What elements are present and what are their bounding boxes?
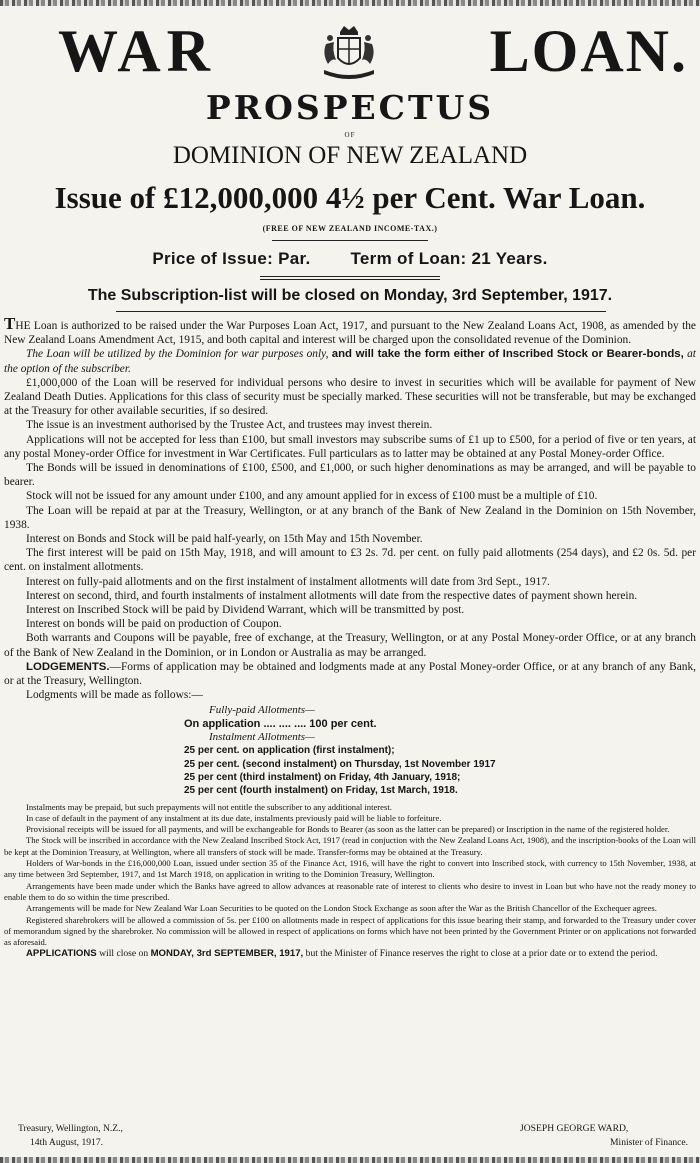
issue-date: 14th August, 1917.	[30, 1137, 104, 1148]
minister-name: JOSEPH GEORGE WARD,	[520, 1123, 629, 1134]
coat-of-arms-icon	[318, 24, 380, 84]
income-tax-note: (FREE OF NEW ZEALAND INCOME-TAX.)	[262, 224, 438, 233]
paragraph-italic: at the option of the subscriber.	[4, 348, 696, 375]
treasury-location: Treasury, Wellington, N.Z.,	[18, 1123, 123, 1134]
header	[0, 18, 700, 84]
applications-heading: APPLICATIONS	[26, 948, 97, 960]
divider	[260, 279, 440, 280]
applications-closing-paragraph	[4, 948, 696, 960]
instalment-row: 25 per cent (third instalment) on Friday, 4th January, 1918;	[184, 771, 461, 783]
fine-print-paragraph: Provisional receipts will be issued for all payments, and will be exchangeable for Bonds to Bearer (as soon as the latter can be prepared) or Inscription in the name of the registered holder.	[26, 824, 670, 835]
title-of: OF	[344, 131, 356, 139]
allotment-schedule	[4, 704, 696, 797]
paragraph: The Loan will be repaid at par at the Treasury, Wellington, or at any branch of the Bank of New Zealand in the Dominion on 15th November, 1938.	[4, 504, 696, 531]
paragraph	[4, 347, 696, 375]
paragraph: Interest on Bonds and Stock will be paid half-yearly, on 15th May and 15th November.	[26, 533, 423, 546]
subscription-closing-notice: The Subscription-list will be closed on Monday, 3rd September, 1917.	[87, 287, 613, 304]
header-war: WAR	[58, 18, 217, 84]
paragraph: The first interest will be paid on 15th May, 1918, and will amount to £3 2s. 7d. per cent. on fully paid allotments (254 days), and £2 0s. 5d. per cent. on instalment allotments.	[4, 547, 696, 574]
fine-print-paragraph: Instalments may be prepaid, but such prepayments will not entitle the subscriber to any additional interest.	[26, 801, 392, 812]
fine-print-paragraph: Registered sharebrokers will be allowed a commission of 5s. per £100 on allotments made in respect of applications for this issue bearing their stamp, and forwarded to the Treasury under cover of memorandum signed by the sharebroker. No commission will be allowed in respect of applications on forms which have not been printed by the Government Printer or on applications not forwarded as aforesaid.	[4, 914, 696, 948]
paragraph	[4, 660, 696, 688]
price-of-issue: Price of Issue: Par.	[152, 249, 311, 268]
price-term-line	[0, 249, 700, 269]
paragraph: Applications will not be accepted for less than £100, but small investors may subscribe sums of £1 up to £500, for a period of five or ten years, at any postal Money-order Office for investment in War Certificates. Full particulars as to latter may be obtained at any Postal Money-order Office.	[4, 433, 696, 460]
instalment-row: 25 per cent (fourth instalment) on Friday, 1st March, 1918.	[184, 785, 458, 797]
paragraph: Both warrants and Coupons will be payable, free of exchange, at the Treasury, Wellington, or at any Postal Money-order Office, or at any branch of the Bank of New Zealand in the Dominion, or in London or Australia as may be arranged.	[4, 632, 696, 659]
fine-print-paragraph: The Stock will be inscribed in accordance with the New Zealand Inscribed Stock Act, 1917 (read in conjuction with the New Zealand Loans Act, 1908), and the inscription-books of the Loan will be kept at the Dominion Treasury, at Wellington, where all transfers of stock will be made. Transfer-forms may be obtained at the Treasury.	[4, 835, 696, 857]
paragraph: Lodgments will be made as follows:—	[26, 689, 203, 702]
paragraph: £1,000,000 of the Loan will be reserved for individual persons who desire to invest in securities which will be available for payment of New Zealand Death Duties. Applications for this class of security must be specially marked. These securities will not be transferable, but may be exchanged at the Treasury for other available securities, if so desired.	[4, 376, 696, 418]
fine-print-paragraph: Arrangements will be made for New Zealand War Loan Securities to be quoted on the London Stock Exchange as soon after the War as the British Chancellor of the Exchequer agrees.	[26, 903, 657, 914]
dominion-title: DOMINION OF NEW ZEALAND	[172, 142, 528, 169]
paragraph: Interest on second, third, and fourth instalments of instalment allotments will date from the respective dates of payment shown herein.	[26, 589, 638, 602]
closing-date: MONDAY, 3rd SEPTEMBER, 1917,	[150, 948, 304, 960]
torn-edge-top	[0, 0, 700, 6]
lodgements-heading: LODGEMENTS.	[26, 660, 110, 673]
divider	[272, 240, 428, 241]
fine-print-paragraph: Holders of War-bonds in the £16,000,000 Loan, issued under section 35 of the Finance Act, 1916, will have the right to convert into Inscribed stock, with currency to 15th November, 1938, at any time between 3rd September, 1917, and 1st March 1918, on application in writing to the Dominion Treasury, Wellington.	[4, 858, 696, 880]
paragraph	[4, 314, 696, 347]
paragraph: Interest on bonds will be paid on production of Coupon.	[26, 618, 282, 631]
torn-edge-bottom	[0, 1157, 700, 1163]
paragraph-text: —Forms of application may be obtained and lodgments made at any Postal Money-order Office, or at any branch of any Bank, or at the Treasury, Wellington.	[4, 660, 696, 688]
instalment-row: 25 per cent. on application (first instalment);	[184, 745, 395, 757]
paragraph-text: but the Minister of Finance reserves the right to close at a prior date or to extend the period.	[305, 948, 658, 960]
prospectus-title: PROSPECTUS	[205, 88, 495, 127]
issue-title: Issue of £12,000,000 4½ per Cent. War Loan.	[54, 180, 646, 215]
header-loan: LOAN.	[489, 18, 688, 84]
on-application-row: On application .... .... .... 100 per cent.	[184, 717, 377, 730]
paragraph-text: HE Loan is authorized to be raised under the War Purposes Loan Act, 1917, and pursuant to the New Zealand Loans Act, 1908, as amended by the New Zealand Loans Amendment Act, 1915, and both capital and interest will be charged upon the consolidated revenue of the Dominion.	[4, 320, 696, 347]
paragraph: The Bonds will be issued in denominations of £100, £500, and £1,000, or such higher denominations as may be arranged, and will be payable to bearer.	[4, 462, 696, 489]
paragraph: Interest on Inscribed Stock will be paid by Dividend Warrant, which will be transmitted by post.	[26, 604, 465, 617]
paragraph: Interest on fully-paid allotments and on the first instalment of instalment allotments will date from 3rd Sept., 1917.	[26, 575, 550, 588]
paragraph-text: will close on	[99, 948, 149, 960]
instalment-row: 25 per cent. (second instalment) on Thursday, 1st November 1917	[184, 758, 496, 770]
paragraph: Stock will not be issued for any amount under £100, and any amount applied for in excess of £100 must be a multiple of £10.	[26, 490, 598, 503]
paragraph: The issue is an investment authorised by the Trustee Act, and trustees may invest therein.	[26, 419, 433, 432]
fine-print-paragraph: In case of default in the payment of any instalment at its due date, instalments previously paid will be liable to forfeiture.	[26, 812, 442, 823]
drop-cap: T	[4, 314, 16, 333]
minister-title: Minister of Finance.	[610, 1137, 689, 1148]
divider	[260, 276, 440, 277]
fine-print	[4, 802, 696, 961]
term-of-loan: Term of Loan: 21 Years.	[350, 249, 548, 268]
fully-paid-heading: Fully-paid Allotments—	[209, 704, 315, 717]
paragraph-bold: and will take the form either of Inscribed Stock or Bearer-bonds,	[331, 348, 684, 361]
fine-print-paragraph: Arrangements have been made under which the Banks have agreed to allow advances at reasonable rate of interest to clients who desire to invest in Loan but who have not the ready money to enable them to do so within the time prescribed.	[4, 880, 696, 902]
paragraph-italic: The Loan will be utilized by the Dominion for war purposes only,	[26, 348, 329, 361]
prospectus-body	[4, 314, 696, 960]
divider	[116, 311, 606, 312]
instalment-heading: Instalment Allotments—	[209, 731, 315, 744]
